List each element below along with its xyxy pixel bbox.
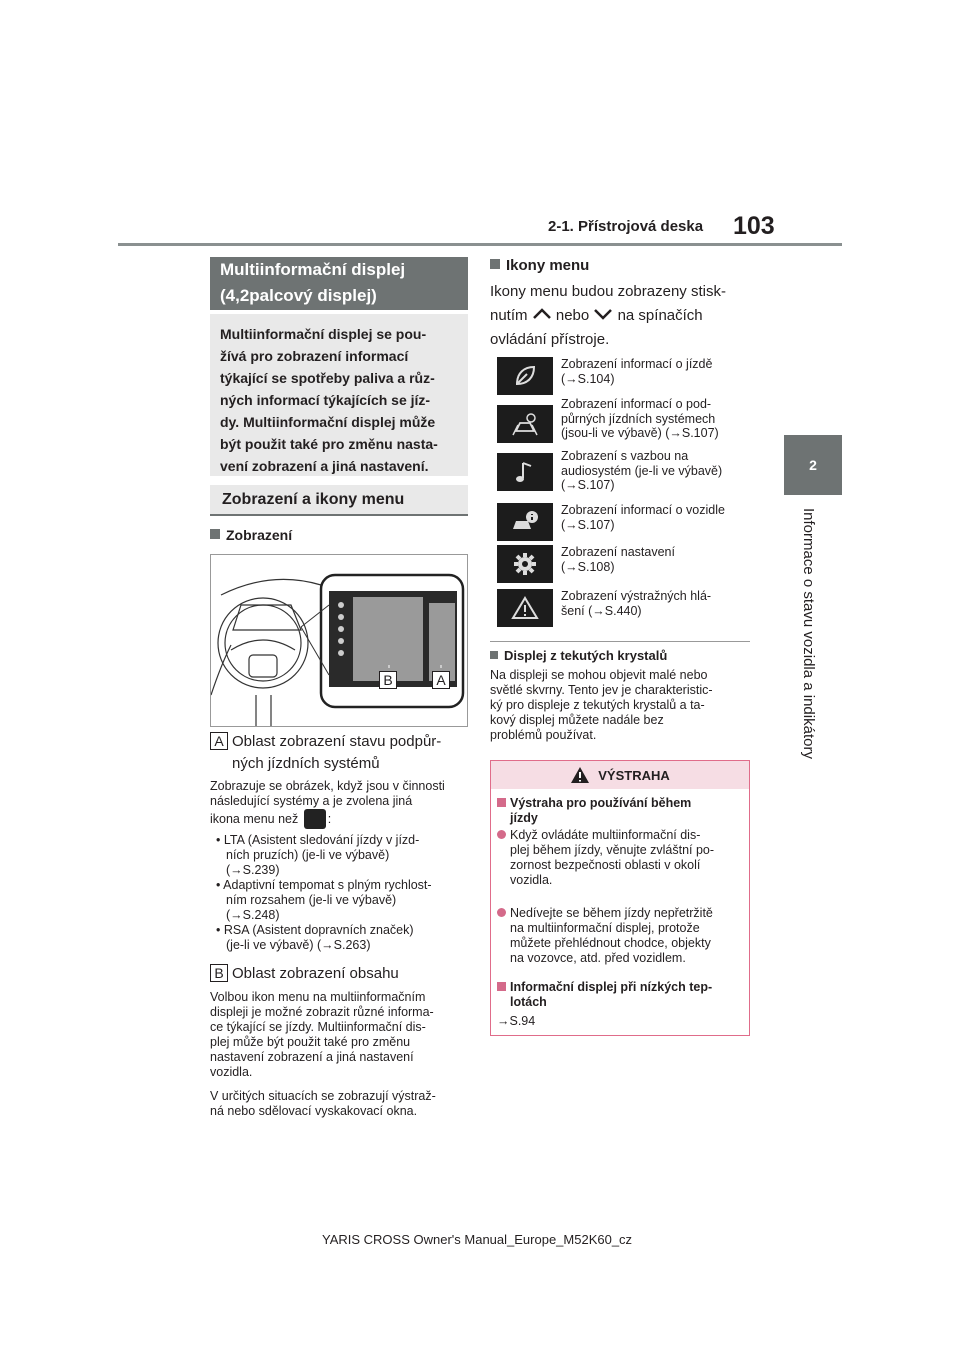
- menu-line: (→S.107): [561, 478, 615, 492]
- leaf-icon: [497, 357, 553, 395]
- menu-line: Zobrazení informací o jízdě: [561, 357, 713, 371]
- lcd-line: kový displej můžete nadále bez: [490, 713, 664, 727]
- area-b-title-text: Oblast zobrazení obsahu: [232, 965, 399, 982]
- square-bullet-icon: [490, 651, 498, 659]
- menu-intro: [490, 280, 752, 352]
- desc-line: [210, 809, 472, 829]
- subsection-title: Zobrazení a ikony menu: [210, 485, 468, 516]
- area-b-para2: [210, 1089, 472, 1119]
- divider: [490, 641, 750, 642]
- warning-sub1: [497, 796, 747, 826]
- bullet-item: [214, 923, 472, 953]
- para-line: ná nebo sdělovací vyskakovací okna.: [210, 1104, 418, 1118]
- lcd-line: problémů používat.: [490, 728, 597, 742]
- menu-line: šení (→S.440): [561, 603, 642, 618]
- warning-sub-line: jízdy: [510, 811, 538, 825]
- intro-line: Multiinformační displej se pou-: [220, 326, 427, 342]
- para-line: Volbou ikon menu na multiinformačním: [210, 990, 426, 1004]
- menu-line: půrných jízdních systémech: [561, 411, 716, 426]
- driving-assist-icon: [304, 809, 326, 829]
- area-a-bullets: [214, 833, 472, 953]
- warning-line: zornost bezpečnosti oblasti v okolí: [510, 858, 701, 872]
- section-title-box: [210, 257, 468, 310]
- bullet-line: ních pruzích) (je-li ve výbavě): [226, 848, 390, 862]
- menu-line: (jsou-li ve výbavě) (→S.107): [561, 426, 719, 440]
- label-b: B: [210, 964, 228, 982]
- menu-item-settings: [497, 545, 750, 585]
- intro-line: Ikony menu budou zobrazeny stisk-: [490, 283, 726, 300]
- desc-text: :: [327, 812, 332, 826]
- lcd-text: [490, 668, 752, 743]
- warning-line: můžete přehlédnout chodce, objekty: [510, 936, 711, 950]
- bullet-item: [214, 833, 472, 878]
- menu-item-vehicle-info: [497, 503, 750, 543]
- intro-line: [490, 304, 752, 328]
- warning-sub2: [497, 980, 747, 1010]
- lcd-line: světlé skvrny. Tento jev je charakteristic-: [490, 683, 713, 697]
- bullet-line: • LTA (Asistent sledování jízdy v jízd-: [216, 833, 420, 847]
- bullet-line: (→S.239): [226, 863, 280, 877]
- bullet-line: • Adaptivní tempomat s plným rychlost-: [216, 878, 432, 892]
- warning-sub-line: Informační displej při nízkých tep-: [510, 980, 713, 994]
- menu-item-trip-info: [497, 357, 750, 397]
- desc-line: Zobrazuje se obrázek, když jsou v činnosti: [210, 779, 445, 793]
- square-bullet-icon: [210, 529, 220, 539]
- menu-line: Zobrazení informací o pod-: [561, 397, 712, 411]
- round-bullet-icon: [497, 908, 506, 917]
- warning-line: vozidla.: [510, 873, 553, 887]
- gear-icon: [497, 545, 553, 583]
- warning-sub-line: Výstraha pro používání během: [510, 796, 692, 810]
- lcd-title: [490, 648, 667, 663]
- vehicle-info-icon: [497, 503, 553, 541]
- menu-item-label: [561, 449, 751, 493]
- warning-icon: [497, 589, 553, 627]
- driving-assist-icon: [497, 405, 553, 443]
- warning-ref: →S.94: [497, 1014, 536, 1028]
- desc-text: ikona menu než: [210, 812, 299, 826]
- warning-title: VÝSTRAHA: [598, 767, 670, 783]
- menu-item-label: [561, 503, 751, 532]
- warning-box: [490, 760, 750, 1036]
- para-line: V určitých situacích se zobrazují výstraž-: [210, 1089, 436, 1103]
- menu-item-label: [561, 545, 751, 574]
- warning-header: [491, 761, 749, 789]
- subhead-text: Ikony menu: [506, 257, 590, 274]
- menu-line: Zobrazení nastavení: [561, 545, 675, 559]
- bullet-line: • RSA (Asistent dopravních značek): [216, 923, 414, 937]
- subhead-menu-icons: [490, 257, 589, 274]
- warning-item1: [497, 828, 747, 888]
- warning-triangle-icon: [570, 766, 590, 784]
- area-b-para1: [210, 990, 472, 1080]
- area-a-title-line: Oblast zobrazení stavu podpůr-: [232, 733, 442, 750]
- warning-line: Když ovládáte multiinformační dis-: [510, 828, 701, 842]
- area-b-title: [210, 963, 472, 985]
- intro-line: vení zobrazení a jiná nastavení.: [220, 458, 429, 474]
- warning-item2: [497, 906, 747, 966]
- intro-text: nutím: [490, 307, 528, 324]
- menu-line: (→S.104): [561, 371, 615, 386]
- menu-line: (→S.107): [561, 517, 615, 532]
- warning-line: na vozovce, atd. před vozidlem.: [510, 951, 686, 965]
- chevron-up-icon: [532, 308, 552, 320]
- intro-text: na spínačích: [617, 307, 703, 324]
- header-rule: [118, 243, 842, 246]
- menu-line: Zobrazení výstražných hlá-: [561, 589, 712, 603]
- menu-line: (→S.108): [561, 559, 615, 574]
- figure-label-b: B: [379, 671, 397, 689]
- figure-label-a: A: [432, 671, 450, 689]
- page-number: 103: [733, 212, 775, 240]
- warning-sub-line: lotách: [510, 995, 547, 1009]
- round-bullet-icon: [497, 830, 506, 839]
- para-line: plej může být použit také pro změnu: [210, 1035, 411, 1049]
- menu-line: audiosystém (je-li ve výbavě): [561, 463, 723, 478]
- area-a-description: [210, 779, 472, 829]
- chapter-title: Informace o stavu vozidla a indikátory: [800, 508, 817, 759]
- bullet-line: (→S.248): [226, 908, 280, 922]
- section-header: 2-1. Přístrojová deska: [548, 218, 704, 235]
- chevron-down-icon: [593, 308, 613, 320]
- lcd-line: Na displeji se mohou objevit malé nebo: [490, 668, 708, 682]
- warning-line: na multiinformační displej, protože: [510, 921, 700, 935]
- area-a-title: [210, 731, 472, 775]
- desc-line: následující systémy a je zvolena jiná: [210, 794, 413, 808]
- menu-item-driving-assist: [497, 397, 750, 445]
- intro-text: nebo: [555, 307, 590, 324]
- menu-line: Zobrazení s vazbou na: [561, 449, 689, 463]
- menu-line: Zobrazení informací o vozidle: [561, 503, 725, 517]
- square-bullet-icon: [490, 259, 500, 269]
- assist-area-a: [429, 603, 455, 681]
- intro-line: žívá pro zobrazení informací: [220, 348, 409, 364]
- title-line: Multiinformační displej: [220, 260, 406, 279]
- intro-line: týkající se spotřeby paliva a růz-: [220, 370, 435, 386]
- intro-line: ovládání přístroje.: [490, 331, 610, 348]
- footer-text: YARIS CROSS Owner's Manual_Europe_M52K60_cz: [322, 1232, 633, 1247]
- subhead-text: Zobrazení: [226, 527, 293, 543]
- para-line: ce týkající se jízdy. Multiinformační dis-: [210, 1020, 426, 1034]
- intro-line: ných informací týkajících se jíz-: [220, 392, 431, 408]
- lcd-line: ký pro displeje z tekutých krystalů a ta-: [490, 698, 705, 712]
- label-a: A: [210, 732, 228, 750]
- intro-box: [210, 314, 468, 476]
- intro-line: být použit také pro změnu nasta-: [220, 436, 438, 452]
- music-note-icon: [497, 453, 553, 491]
- square-bullet-icon: [497, 798, 506, 807]
- para-line: nastavení zobrazení a jiná nastavení: [210, 1050, 414, 1064]
- menu-item-audio: [497, 449, 750, 493]
- dashboard-drawing: [211, 555, 467, 726]
- chapter-tab: 2: [784, 435, 842, 495]
- menu-item-label: [561, 589, 751, 618]
- menu-item-label: [561, 397, 751, 441]
- intro-line: dy. Multiinformační displej může: [220, 414, 436, 430]
- menu-item-warnings: [497, 589, 750, 629]
- bullet-item: [214, 878, 472, 923]
- warning-line: plej během jízdy, věnujte zvláštní po-: [510, 843, 715, 857]
- para-line: vozidla.: [210, 1065, 253, 1079]
- bullet-line: ním rozsahem (je-li ve výbavě): [226, 893, 397, 907]
- area-a-title-line: ných jízdních systémů: [232, 755, 380, 772]
- lcd-title-text: Displej z tekutých krystalů: [504, 648, 668, 663]
- subhead-display: [210, 527, 292, 543]
- title-line: (4,2palcový displej): [220, 286, 377, 305]
- para-line: displeji je možné zobrazit různé informa-: [210, 1005, 434, 1019]
- bullet-line: (je-li ve výbavě) (→S.263): [226, 938, 371, 952]
- warning-line: Nedívejte se během jízdy nepřetržitě: [510, 906, 713, 920]
- menu-item-label: [561, 357, 751, 386]
- content-area-b: [353, 597, 423, 681]
- square-bullet-icon: [497, 982, 506, 991]
- dashboard-illustration: [210, 554, 468, 727]
